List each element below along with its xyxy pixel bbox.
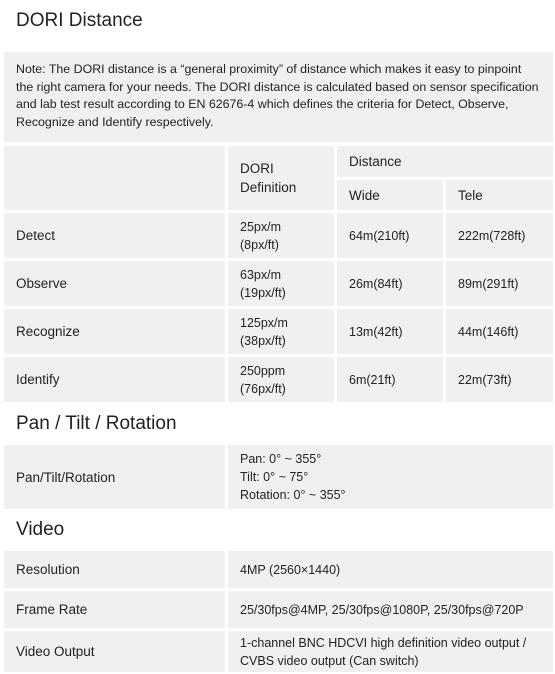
pan-label: Pan/Tilt/Rotation — [4, 445, 225, 509]
row-recognize-label: Recognize — [4, 309, 225, 354]
row-recognize-def-line-1: 125px/m — [240, 315, 288, 330]
pan-values — [228, 445, 553, 509]
row-detect-wide: 64m(210ft) — [337, 213, 443, 258]
row-observe-def — [228, 261, 334, 306]
row-identify-tele: 22m(73ft) — [446, 357, 553, 402]
row-identify-def — [228, 357, 334, 402]
video-frame-rate-value: 25/30fps@4MP, 25/30fps@1080P, 25/30fps@720P — [228, 591, 553, 628]
video-resolution-label: Resolution — [4, 551, 225, 588]
dori-section-title: DORI Distance — [16, 10, 143, 31]
row-detect-def — [228, 213, 334, 258]
header-distance-cell: Distance — [337, 146, 553, 177]
video-output-line-2: CVBS video output (Can switch) — [240, 653, 419, 668]
video-output-label: Video Output — [4, 631, 225, 672]
video-output-line-1: 1-channel BNC HDCVI high definition video output / — [240, 635, 527, 650]
row-identify-wide: 6m(21ft) — [337, 357, 443, 402]
row-identify-def-line-2: (76px/ft) — [240, 381, 286, 396]
header-wide-cell: Wide — [337, 180, 443, 210]
video-frame-rate-label: Frame Rate — [4, 591, 225, 628]
dori-note: Note: The DORI distance is a “general proximity” of distance which makes it easy to pinpoint the right camera for your needs. The DORI distance is calculated based on sensor specification and lab test result according to EN 62676-4 which defines the criteria for Detect, Observe, Recognize and Identify respectively. — [4, 52, 553, 142]
header-empty-cell — [4, 146, 225, 210]
row-detect-tele: 222m(728ft) — [446, 213, 553, 258]
video-resolution-value: 4MP (2560×1440) — [228, 551, 553, 588]
row-recognize-tele: 44m(146ft) — [446, 309, 553, 354]
row-detect-label: Detect — [4, 213, 225, 258]
header-definition-line-2: Definition — [240, 180, 297, 195]
header-tele-cell: Tele — [446, 180, 553, 210]
row-identify-label: Identify — [4, 357, 225, 402]
row-detect-def-line-1: 25px/m — [240, 219, 281, 234]
row-observe-def-line-1: 63px/m — [240, 267, 281, 282]
row-recognize-def-line-2: (38px/ft) — [240, 333, 286, 348]
row-identify-def-line-1: 250ppm — [240, 363, 286, 378]
row-detect-def-line-2: (8px/ft) — [240, 237, 279, 252]
row-observe-wide: 26m(84ft) — [337, 261, 443, 306]
row-observe-def-line-2: (19px/ft) — [240, 285, 286, 300]
pan-value-tilt: Tilt: 0° ~ 75° — [240, 470, 309, 484]
row-observe-label: Observe — [4, 261, 225, 306]
video-section-title: Video — [16, 519, 65, 540]
pan-value-rotation: Rotation: 0° ~ 355° — [240, 488, 346, 502]
row-recognize-def — [228, 309, 334, 354]
row-recognize-wide: 13m(42ft) — [337, 309, 443, 354]
video-output-value — [228, 631, 553, 672]
header-definition-line-1: DORI — [240, 161, 274, 176]
row-observe-tele: 89m(291ft) — [446, 261, 553, 306]
pan-section-title: Pan / Tilt / Rotation — [16, 413, 177, 434]
header-definition-cell — [228, 146, 334, 210]
pan-value-pan: Pan: 0° ~ 355° — [240, 452, 322, 466]
